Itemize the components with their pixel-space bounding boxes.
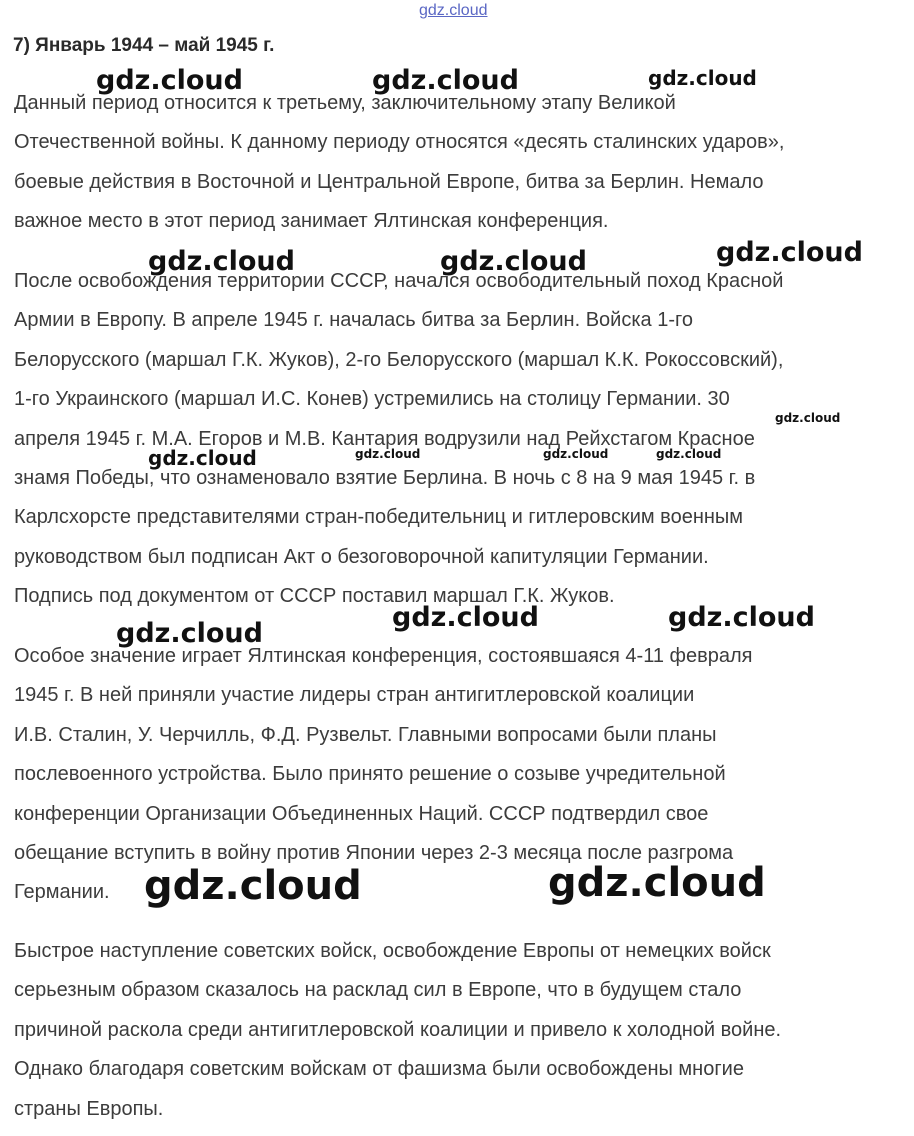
paragraph-line: Отечественной войны. К данному периоду относятся «десять сталинских ударов», (14, 131, 785, 154)
top-watermark: gdz.cloud (419, 2, 488, 19)
paragraph-line: причиной раскола среди антигитлеровской коалиции и привело к холодной войне. (14, 1018, 782, 1041)
paragraph-line: Однако благодаря советским войскам от фашизма были освобождены многие (14, 1058, 744, 1081)
watermark: gdz.cloud (775, 411, 841, 425)
paragraph-line: послевоенного устройства. Было принято решение о созыве учредительной (14, 763, 726, 786)
watermark: gdz.cloud (656, 447, 722, 461)
paragraph-line: 1945 г. В ней приняли участие лидеры стран антигитлеровской коалиции (14, 684, 695, 707)
paragraph-line: Особое значение играет Ялтинская конференция, состоявшаяся 4-11 февраля (14, 645, 753, 667)
paragraph-1 (14, 84, 914, 242)
paragraph-line: Карлсхорсте представителями стран-победительниц и гитлеровским военным (14, 506, 744, 529)
watermark: gdz.cloud (148, 246, 295, 277)
watermark: gdz.cloud (440, 246, 587, 277)
paragraph-line: конференции Организации Объединенных Наций. СССР подтвердил свое (14, 802, 709, 825)
paragraph-line: апреля 1945 г. М.А. Егоров и М.В. Кантария водрузили над Рейхстагом Красное (14, 427, 755, 450)
watermark: gdz.cloud (648, 66, 757, 90)
paragraph-line: И.В. Сталин, У. Черчилль, Ф.Д. Рузвельт. Главными вопросами были планы (14, 723, 717, 746)
paragraph-4 (14, 932, 914, 1129)
paragraph-line: боевые действия в Восточной и Центральной Европе, битва за Берлин. Немало (14, 170, 764, 193)
paragraph-line: Подпись под документом от СССР поставил маршал Г.К. Жуков. (14, 585, 615, 608)
paragraph-line: Германии. (14, 881, 110, 904)
paragraph-line: важное место в этот период занимает Ялтинская конференция. (14, 210, 609, 233)
paragraph-line: После освобождения территории СССР, начался освободительный поход Красной (14, 270, 784, 292)
watermark: gdz.cloud (548, 860, 766, 906)
paragraph-line: 1-го Украинского (маршал И.С. Конев) устремились на столицу Германии. 30 (14, 388, 730, 411)
watermark: gdz.cloud (668, 602, 815, 633)
watermark: gdz.cloud (144, 863, 362, 909)
watermark: gdz.cloud (543, 447, 609, 461)
paragraph-line: знамя Победы, что ознаменовало взятие Берлина. В ночь с 8 на 9 мая 1945 г. в (14, 466, 756, 489)
paragraph-line: Армии в Европу. В апреле 1945 г. началась битва за Берлин. Войска 1-го (14, 309, 693, 332)
watermark: gdz.cloud (716, 237, 863, 268)
watermark: gdz.cloud (392, 602, 539, 633)
watermark: gdz.cloud (148, 446, 257, 470)
watermark: gdz.cloud (355, 447, 421, 461)
watermark: gdz.cloud (96, 65, 243, 96)
paragraph-line: Быстрое наступление советских войск, освобождение Европы от немецких войск (14, 940, 771, 962)
watermark: gdz.cloud (116, 618, 263, 649)
paragraph-line: серьезным образом сказалось на расклад сил в Европе, что в будущем стало (14, 979, 742, 1002)
paragraph-line: Белорусского (маршал Г.К. Жуков), 2-го Белорусского (маршал К.К. Рокоссовский), (14, 348, 784, 371)
paragraph-line: руководством был подписан Акт о безоговорочной капитуляции Германии. (14, 545, 709, 568)
paragraph-line: страны Европы. (14, 1097, 164, 1120)
paragraph-line: Данный период относится к третьему, заключительному этапу Великой (14, 92, 676, 114)
watermark: gdz.cloud (372, 65, 519, 96)
page-heading: 7) Январь 1944 – май 1945 г. (13, 35, 275, 56)
paragraph-line: обещание вступить в войну против Японии через 2-3 месяца после разгрома (14, 841, 734, 864)
paragraph-2 (14, 262, 914, 617)
